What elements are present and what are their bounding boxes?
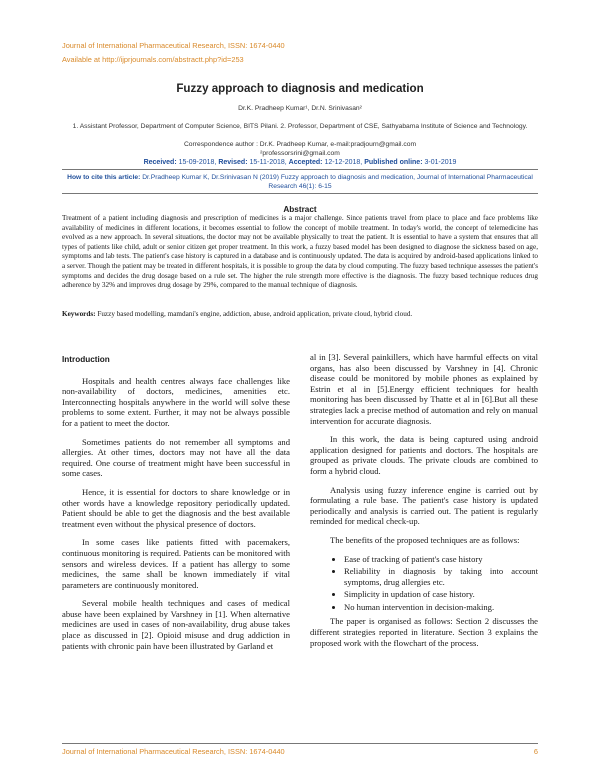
page-number: 6 [533, 747, 538, 756]
paper-title: Fuzzy approach to diagnosis and medication [176, 82, 424, 95]
list-item: • Simplicity in updation of case history. [344, 589, 538, 600]
abstract-text: Treatment of a patient including diagnosis and prescription of medicines is a major challenge. Since patients travel from place to place and face problems like availability of medicines in different locations, it becomes essential to follow the concept of mobile treatment. In today's world, the concept of telemedicine has evolved as a new approach. In several situations, the doctor may not be available physically to treat the patient. It is essential to have a system that ensures that all types of patients like child, adult or senior citizen get proper treatment. In this work, a fuzzy based model has been designed to diagnose the sickness based on age, symptoms and lab tests. The patient's case history is captured in a database and is continuously updated. The data is acquired by android-based applications linked to a server. Though the patient may be treated in different hospitals, it is possible to group the data by cloud computing. The fuzzy based technique assesses the patient's symptoms and decides the drug dosage based on a rule set. The higher the rule strength more effective is the diagnosis. The fuzzy based technique reduces drug adherence by 32% and improves drug dosage by 29%, compared to the manual technique of diagnosis. [62, 214, 538, 290]
paragraph: In this work, the data is being captured using android application designed for patients and doctors. The hospitals are grouped as private clouds. The private clouds are combined to form a hybrid cloud. [310, 434, 538, 476]
paragraph: The benefits of the proposed techniques are as follows: [330, 534, 520, 545]
available-link[interactable]: Available at http://ijprjournals.com/abstractt.php?id=253 [62, 55, 244, 64]
authors: Dr.K. Pradheep Kumar¹, Dr.N. Srinivasan² [238, 105, 362, 112]
paragraph: Several mobile health techniques and cases of medical abuse have been explained by Varshney in [1]. When alternative medicines are used in cases of non-availability, drug abuse takes place as discussed in [2]. Opioid misuse and drug addiction in patients with chronic pain have been illustrated by Garland et [62, 598, 290, 651]
footer-rule [62, 743, 538, 744]
paragraph: Sometimes patients do not remember all symptoms and allergies. At other times, doctors may not have all the data required. One course of treatment might have been successful in some cases. [62, 436, 290, 479]
abstract-heading: Abstract [283, 205, 317, 214]
paragraph: In some cases like patients fitted with pacemakers, continuous monitoring is required. Patients can be monitored with sensors and wireless devices. If a patient has allergy to some medicines, the same shall be known immediately if vital parameters are continuously monitored. [62, 537, 290, 590]
paragraph: The paper is organised as follows: Section 2 discusses the different strategies reported in literature. Section 3 explains the proposed work with the flowchart of the process. [310, 616, 538, 648]
keywords: Keywords: Fuzzy based modelling, mamdani's engine, addiction, abuse, android application, private cloud, hybrid cloud. [62, 310, 413, 318]
intro-heading: Introduction [62, 355, 110, 364]
affiliation: 1. Assistant Professor, Department of Computer Science, BITS Pilani. 2. Professor, Department of CSE, Sathyabama Institute of Science and Technology. [72, 123, 528, 130]
divider-top [62, 169, 538, 170]
second-email: ²professorsrini@gmail.com [260, 150, 340, 157]
list-item: • Ease of tracking of patient's case history [344, 554, 538, 565]
paragraph: al in [3]. Several painkillers, which have harmful effects on vital organs, has also been discussed by Varshney in [4]. Chronic disease could be monitored by mobile phones as explained by Estrin et al in [5].Energy efficient techniques for health monitoring has been discussed by Thatte et al in [6].But all these strategies lack a precise method of automation and rely on manual intervention for accurate diagnosis. [310, 352, 538, 426]
divider-bottom [62, 193, 538, 194]
list-item: • Reliability in diagnosis by taking into account symptoms, drug allergies etc. [344, 566, 538, 587]
journal-header: Journal of International Pharmaceutical Research, ISSN: 1674-0440 [62, 41, 285, 50]
left-column [62, 352, 290, 659]
footer-journal: Journal of International Pharmaceutical Research, ISSN: 1674-0440 [62, 747, 285, 756]
paragraph: Analysis using fuzzy inference engine is carried out by formulating a rule base. The patient's case history is updated periodically and analysis is carried out. The patient is regularly reminded for medical check-up. [310, 484, 538, 527]
benefits-list [310, 554, 538, 613]
correspondence: Correspondence author : Dr.K. Pradheep Kumar, e-mail:pradjourn@gmail.com [183, 141, 417, 148]
citation: How to cite this article: Dr.Pradheep Kumar K, Dr.Srinivasan N (2019) Fuzzy approach to diagnosis and medication, Journal of International Pharmaceutical Research 46(1): 6-15 [67, 174, 533, 190]
right-column [310, 352, 538, 656]
paragraph: Hospitals and health centres always face challenges like non-availability of doctors, medicines, amenities etc. Interconnecting hospitals anywhere in the world will solve these problems to some extent. Further, it may not be always possible for a patient to meet the doctor. [62, 375, 290, 428]
paragraph: Hence, it is essential for doctors to share knowledge or in other words have a knowledge repository periodically updated. Patient should be able to get the diagnosis and the best available treatment even without the physical presence of doctors. [62, 486, 290, 529]
list-item: • No human intervention in decision-making. [344, 602, 538, 613]
dates-line: Received: 15-09-2018, Revised: 15-11-2018, Accepted: 12-12-2018, Published online: 3-01-2019 [143, 159, 457, 166]
